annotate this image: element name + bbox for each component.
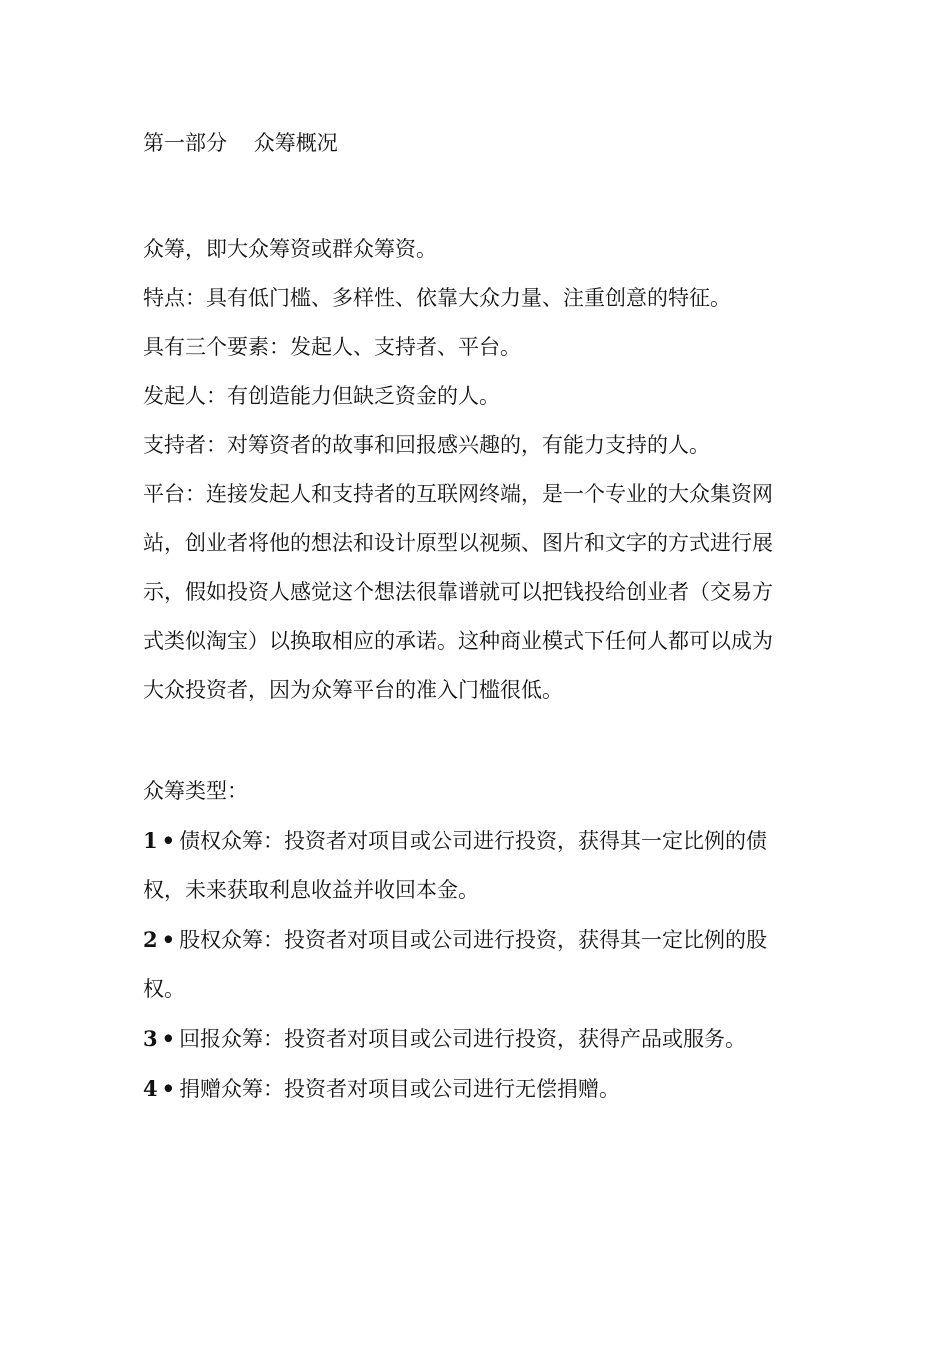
types-heading: 众筹类型： xyxy=(143,779,248,803)
bullet-icon: • xyxy=(161,828,176,853)
type-item-continuation: 权。 xyxy=(143,977,185,1001)
type-number: 4 xyxy=(143,1076,158,1101)
bullet-icon: • xyxy=(161,1026,176,1051)
intro-line: 众筹，即大众筹资或群众筹资。 xyxy=(143,237,437,261)
type-number: 3 xyxy=(143,1026,158,1051)
section-title: 第一部分 众筹概况 xyxy=(143,131,338,155)
bullet-icon: • xyxy=(161,1076,176,1101)
type-item xyxy=(143,1014,813,1064)
type-item xyxy=(143,915,813,965)
type-item-continuation: 权，未来获取利息收益并收回本金。 xyxy=(143,878,479,902)
intro-line: 发起人：有创造能力但缺乏资金的人。 xyxy=(143,384,500,408)
document-page xyxy=(143,128,813,1114)
intro-line: 式类似淘宝）以换取相应的承诺。这种商业模式下任何人都可以成为 xyxy=(143,629,773,653)
paragraph-spacer xyxy=(143,715,813,767)
type-number: 1 xyxy=(143,828,158,853)
intro-line: 特点：具有低门槛、多样性、依靠大众力量、注重创意的特征。 xyxy=(143,286,731,310)
type-text: 捐赠众筹：投资者对项目或公司进行无偿捐赠。 xyxy=(179,1077,621,1101)
intro-line: 大众投资者，因为众筹平台的准入门槛很低。 xyxy=(143,678,563,702)
intro-line: 支持者：对筹资者的故事和回报感兴趣的，有能力支持的人。 xyxy=(143,433,710,457)
intro-line: 具有三个要素：发起人、支持者、平台。 xyxy=(143,335,521,359)
type-text: 债权众筹：投资者对项目或公司进行投资，获得其一定比例的债 xyxy=(179,829,768,853)
type-item xyxy=(143,816,813,866)
bullet-icon: • xyxy=(161,927,176,952)
intro-line: 平台：连接发起人和支持者的互联网终端，是一个专业的大众集资网 xyxy=(143,482,773,506)
intro-line: 站，创业者将他的想法和设计原型以视频、图片和文字的方式进行展 xyxy=(143,531,773,555)
intro-line: 示，假如投资人感觉这个想法很靠谱就可以把钱投给创业者（交易方 xyxy=(143,580,773,604)
type-item xyxy=(143,1064,813,1114)
type-text: 股权众筹：投资者对项目或公司进行投资，获得其一定比例的股 xyxy=(179,928,768,952)
type-text: 回报众筹：投资者对项目或公司进行投资，获得产品或服务。 xyxy=(179,1027,747,1051)
type-number: 2 xyxy=(143,927,158,952)
